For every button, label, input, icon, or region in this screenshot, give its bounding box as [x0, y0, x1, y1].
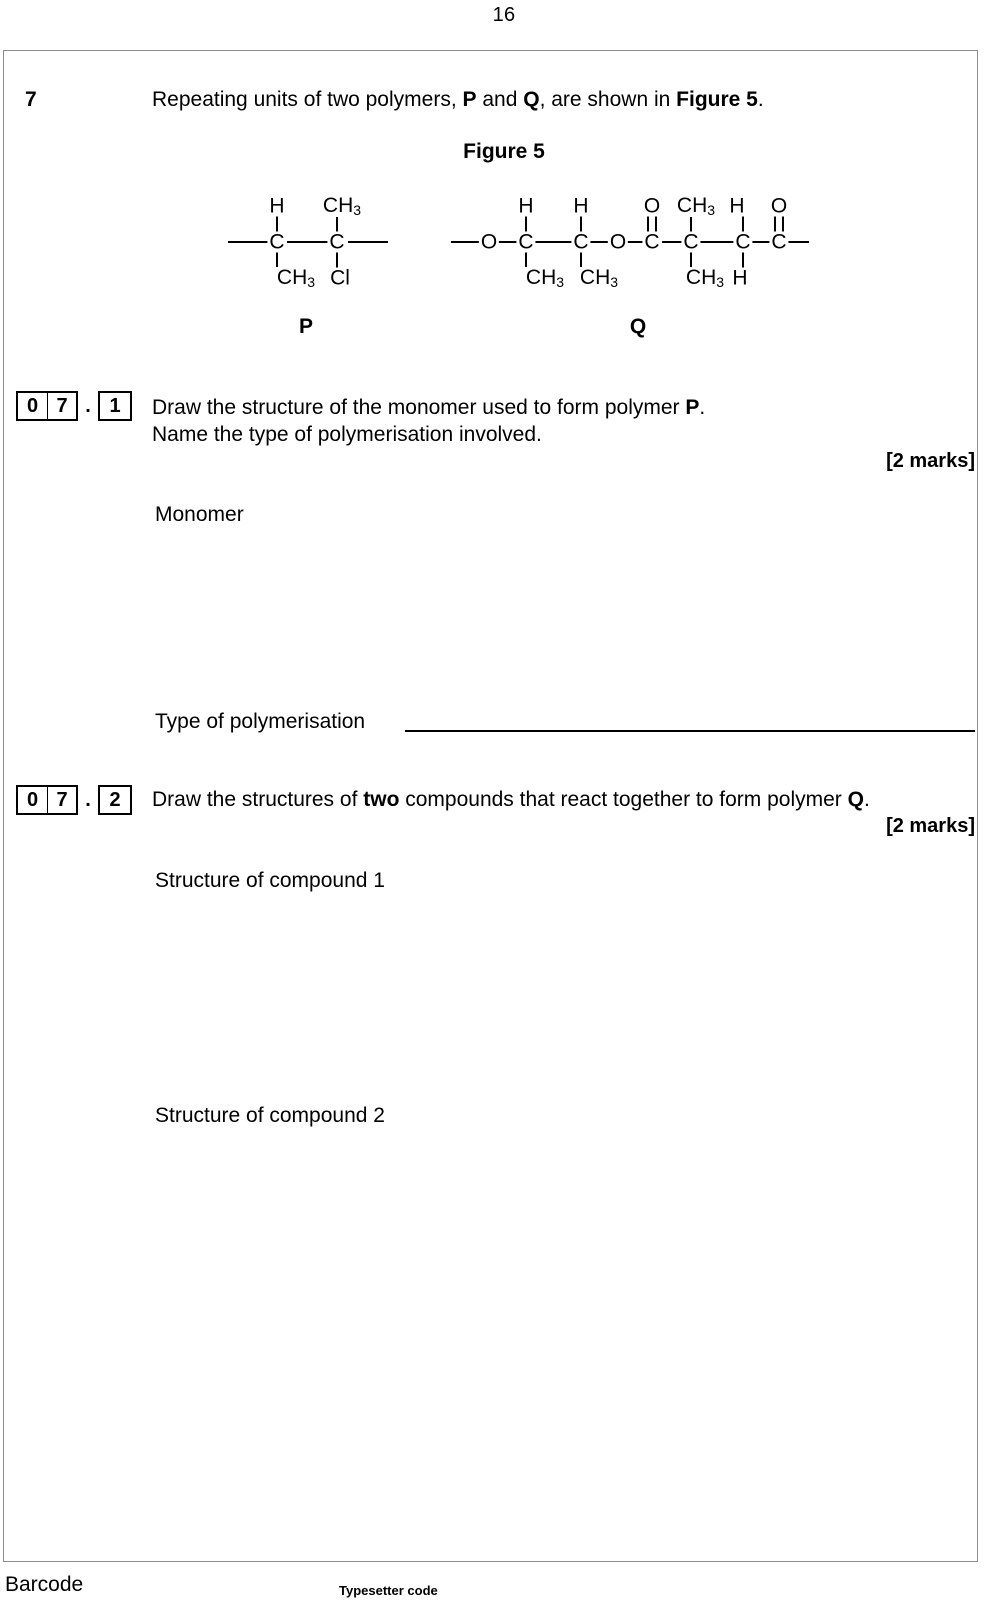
part-07-1-polymer-p: P — [685, 396, 700, 419]
part-07-2-answer-label-compound-2: Structure of compound 2 — [155, 1104, 385, 1127]
part-07-2-polymer-q: Q — [847, 788, 864, 811]
atom-p-c2: C — [329, 230, 345, 254]
atom-q-ch3-lower-3: $CH_3$ — [685, 266, 725, 290]
part-07-1-text-a: Draw the structure of the monomer used to form polymer — [152, 396, 686, 419]
part-07-2-emphasis-two: two — [363, 788, 400, 811]
part-code-07-2-sub: 2 — [98, 785, 132, 815]
part-07-1-answer-label-type: Type of polymerisation — [155, 710, 366, 733]
structure-polymer-q — [0, 0, 1008, 300]
part-code-07-1 — [16, 391, 132, 421]
part-07-2-text-b: compounds that react together to form polymer — [399, 788, 848, 811]
atom-q-ch3-upper: $CH_3$ — [676, 194, 716, 218]
page-number: 16 — [492, 4, 516, 26]
part-07-1-answer-label-monomer: Monomer — [155, 503, 244, 526]
part-07-2-answer-label-compound-1: Structure of compound 1 — [155, 869, 385, 892]
atom-q-c4: C — [683, 230, 699, 254]
atom-q-o2: O — [609, 230, 627, 254]
question-stem-part3: , are shown in — [539, 88, 677, 111]
question-stem-part2: and — [476, 88, 524, 111]
atom-q-o1: O — [480, 230, 498, 254]
bond-q-right-open — [787, 241, 809, 243]
bond-q-c5-c6 — [752, 241, 770, 243]
question-stem-polymer-p: P — [462, 88, 477, 111]
structure-label-q: Q — [629, 315, 647, 338]
atom-p-ch3-lower: $CH_3$ — [276, 266, 316, 290]
bond-q-c1-c2 — [535, 241, 572, 243]
atom-q-ch3-lower-1: $CH_3$ — [525, 266, 565, 290]
part-07-1-text-b: . — [699, 396, 706, 419]
typesetter-code-label: Typesetter code — [339, 1583, 438, 1598]
part-07-1-marks: [2 marks] — [886, 450, 975, 472]
part-code-07-1-digit-7: 7 — [47, 393, 76, 419]
atom-q-c1: C — [518, 230, 534, 254]
atom-q-h-upper-2: H — [573, 194, 589, 218]
atom-p-ch3-upper: $CH_3$ — [322, 194, 362, 218]
part-07-2-marks: [2 marks] — [886, 815, 975, 837]
part-code-07-2-separator: . — [85, 788, 91, 811]
part-code-07-1-sub: 1 — [98, 391, 132, 421]
atom-q-h-upper-1: H — [518, 194, 534, 218]
part-07-1-text-line2: Name the type of polymerisation involved. — [152, 423, 542, 446]
atom-q-o-upper-1: O — [643, 194, 661, 218]
part-code-07-1-digit-0: 0 — [26, 394, 39, 417]
atom-q-ch3-lower-2: $CH_3$ — [579, 266, 619, 290]
part-07-2-text-c: . — [863, 788, 870, 811]
atom-p-h-upper: H — [269, 194, 285, 218]
part-07-2-text — [152, 788, 870, 812]
atom-q-c5: C — [735, 230, 751, 254]
barcode-label: Barcode — [5, 1573, 84, 1596]
atom-q-o-upper-2: O — [770, 194, 788, 218]
figure-title: Figure 5 — [463, 140, 545, 163]
question-stem-part1: Repeating units of two polymers, — [152, 88, 463, 111]
part-07-1-answer-line[interactable] — [405, 730, 975, 732]
atom-p-c1: C — [269, 230, 285, 254]
atom-q-c3: C — [644, 230, 660, 254]
question-number: 7 — [25, 88, 37, 111]
question-stem-figure-ref: Figure 5 — [676, 88, 758, 111]
part-code-07-2-digit-7: 7 — [47, 787, 76, 813]
question-stem-polymer-q: Q — [523, 88, 540, 111]
question-stem-part4: . — [757, 88, 764, 111]
atom-q-c2: C — [573, 230, 589, 254]
part-code-07-2-digit-0: 0 — [26, 788, 39, 811]
part-code-07-1-separator: . — [85, 394, 91, 417]
structure-label-p: P — [298, 315, 314, 338]
bond-q-c4-c5 — [700, 241, 734, 243]
part-07-1-text-line1 — [152, 396, 705, 420]
atom-q-h-upper-3: H — [729, 194, 745, 218]
atom-q-h-lower: H — [732, 266, 748, 290]
atom-p-cl-lower: Cl — [330, 266, 350, 290]
part-code-07-2-main — [16, 785, 78, 815]
bond-q-c3-c4 — [662, 241, 682, 243]
part-code-07-1-main — [16, 391, 78, 421]
atom-q-c6: C — [771, 230, 787, 254]
part-07-2-text-a: Draw the structures of — [152, 788, 364, 811]
part-code-07-2 — [16, 785, 132, 815]
